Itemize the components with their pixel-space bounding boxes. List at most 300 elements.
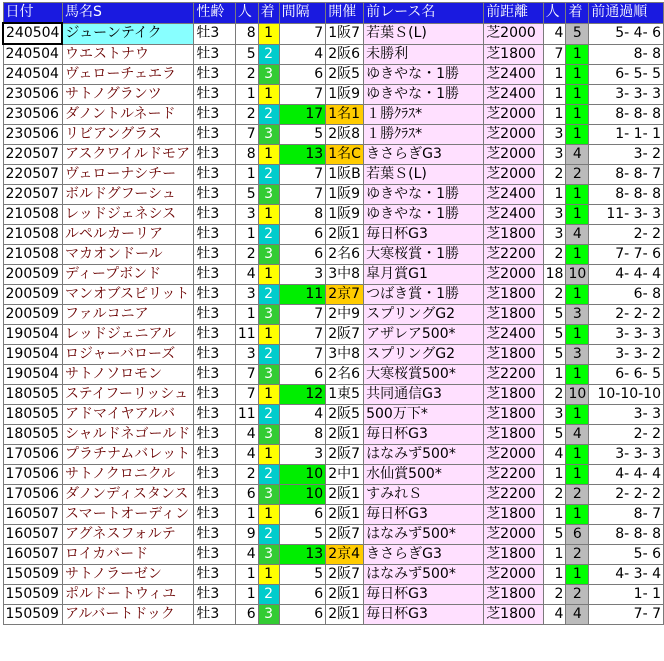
cell-nin: 6 (235, 605, 258, 625)
cell-pnin: 1 (543, 105, 566, 125)
cell-sex: 牡3 (194, 265, 235, 285)
cell-pnin: 2 (543, 165, 566, 185)
table-row (3, 305, 664, 325)
cell-sex: 牡3 (194, 405, 235, 425)
cell-race: 若葉Ｓ(L) (364, 23, 484, 44)
cell-chaku: 2 (258, 465, 279, 485)
cell-nin: 1 (235, 85, 258, 105)
cell-dist: 芝1800 (484, 545, 543, 565)
cell-pnin: 5 (543, 305, 566, 325)
cell-pass: 8- 8- 7 (589, 165, 664, 185)
cell-sex: 牡3 (194, 545, 235, 565)
cell-chaku: 3 (258, 185, 279, 205)
cell-sex: 牡3 (194, 285, 235, 305)
table-row (3, 605, 664, 625)
cell-name: ヴェローチェエラ (62, 65, 193, 85)
cell-name: レッドジェネシス (62, 205, 193, 225)
cell-venue: 2阪7 (326, 325, 364, 345)
cell-nin: 9 (235, 525, 258, 545)
cell-name: マカオンドール (62, 245, 193, 265)
cell-dist: 芝2400 (484, 85, 543, 105)
cell-chaku: 2 (258, 105, 279, 125)
cell-chaku: 2 (258, 405, 279, 425)
table-row (3, 185, 664, 205)
cell-venue: 2中9 (326, 305, 364, 325)
cell-interval: 7 (279, 345, 326, 365)
cell-name: ファルコニア (62, 305, 193, 325)
cell-interval: 6 (279, 245, 326, 265)
table-row (3, 285, 664, 305)
cell-nin: 3 (235, 285, 258, 305)
cell-pnin: 5 (543, 325, 566, 345)
cell-dist: 芝2200 (484, 465, 543, 485)
cell-interval: 5 (279, 525, 326, 545)
cell-venue: 2阪5 (326, 405, 364, 425)
cell-venue: 2阪1 (326, 505, 364, 525)
cell-date: 160507 (3, 545, 62, 565)
cell-chaku: 3 (258, 425, 279, 445)
cell-date: 190504 (3, 365, 62, 385)
cell-nin: 1 (235, 225, 258, 245)
cell-date: 220507 (3, 185, 62, 205)
cell-venue: 2阪7 (326, 525, 364, 545)
table-row (3, 465, 664, 485)
table-row (3, 325, 664, 345)
cell-date: 150509 (3, 565, 62, 585)
cell-sex: 牡3 (194, 165, 235, 185)
cell-interval: 10 (279, 485, 326, 505)
cell-name: ダノンディスタンス (62, 485, 193, 505)
cell-date: 150509 (3, 585, 62, 605)
cell-interval: 3 (279, 445, 326, 465)
cell-chaku: 2 (258, 285, 279, 305)
cell-nin: 7 (235, 385, 258, 405)
cell-sex: 牡3 (194, 205, 235, 225)
cell-name: ロジャーバローズ (62, 345, 193, 365)
cell-name: レッドジェニアル (62, 325, 193, 345)
cell-pass: 4- 4- 4 (589, 465, 664, 485)
cell-sex: 牡3 (194, 125, 235, 145)
table-row (3, 445, 664, 465)
cell-race: ゆきやな・1勝 (364, 205, 484, 225)
cell-venue: 2阪1 (326, 485, 364, 505)
cell-nin: 8 (235, 23, 258, 44)
table-row (3, 545, 664, 565)
cell-chaku: 3 (258, 605, 279, 625)
cell-interval: 6 (279, 605, 326, 625)
cell-race: 毎日杯G3 (364, 425, 484, 445)
header-date: 日付 (3, 3, 62, 24)
cell-pchaku: 5 (566, 23, 589, 44)
cell-pnin: 3 (543, 405, 566, 425)
cell-chaku: 1 (258, 23, 279, 44)
cell-pnin: 5 (543, 525, 566, 545)
cell-date: 240504 (3, 23, 62, 44)
cell-nin: 1 (235, 505, 258, 525)
cell-venue: 2京7 (326, 285, 364, 305)
cell-race: スプリングG2 (364, 345, 484, 365)
cell-race: ゆきやな・1勝 (364, 185, 484, 205)
cell-sex: 牡3 (194, 44, 235, 65)
cell-sex: 牡3 (194, 325, 235, 345)
table-row (3, 245, 664, 265)
cell-name: ルペルカーリア (62, 225, 193, 245)
cell-date: 200509 (3, 265, 62, 285)
cell-name: ボルドグフーシュ (62, 185, 193, 205)
cell-sex: 牡3 (194, 565, 235, 585)
cell-venue: 1阪9 (326, 85, 364, 105)
table-row (3, 565, 664, 585)
cell-interval: 6 (279, 65, 326, 85)
cell-pchaku: 4 (566, 605, 589, 625)
table-row (3, 205, 664, 225)
cell-pass: 7- 7 (589, 605, 664, 625)
cell-nin: 2 (235, 465, 258, 485)
cell-chaku: 2 (258, 525, 279, 545)
cell-pnin: 1 (543, 465, 566, 485)
header-prev-finish: 着 (566, 3, 589, 24)
cell-dist: 芝1800 (484, 285, 543, 305)
cell-interval: 4 (279, 44, 326, 65)
cell-interval: 17 (279, 105, 326, 125)
table-row (3, 125, 664, 145)
cell-pchaku: 1 (566, 365, 589, 385)
cell-pass: 2- 2- 2 (589, 305, 664, 325)
cell-name: ロイカバード (62, 545, 193, 565)
cell-pass: 3- 3- 3 (589, 325, 664, 345)
cell-venue: 1名C (326, 145, 364, 165)
cell-interval: 8 (279, 205, 326, 225)
cell-date: 230506 (3, 125, 62, 145)
cell-pchaku: 1 (566, 505, 589, 525)
table-row (3, 425, 664, 445)
cell-pchaku: 1 (566, 245, 589, 265)
table-row (3, 525, 664, 545)
cell-name: スマートオーディン (62, 505, 193, 525)
cell-interval: 7 (279, 85, 326, 105)
header-sex-age: 性齢 (194, 3, 235, 24)
cell-dist: 芝2000 (484, 525, 543, 545)
cell-pass: 1- 1- 1 (589, 125, 664, 145)
cell-race: はなみず500* (364, 445, 484, 465)
cell-dist: 芝1800 (484, 305, 543, 325)
cell-pchaku: 10 (566, 385, 589, 405)
cell-pnin: 1 (543, 65, 566, 85)
cell-pass: 8- 8- 8 (589, 105, 664, 125)
cell-date: 190504 (3, 345, 62, 365)
cell-chaku: 3 (258, 125, 279, 145)
header-prev-distance: 前距離 (484, 3, 543, 24)
header-interval: 間隔 (279, 3, 326, 24)
cell-venue: 2阪1 (326, 225, 364, 245)
cell-date: 220507 (3, 165, 62, 185)
cell-venue: 2阪1 (326, 605, 364, 625)
cell-nin: 1 (235, 585, 258, 605)
cell-name: ウエストナウ (62, 44, 193, 65)
cell-interval: 8 (279, 425, 326, 445)
cell-pass: 6- 8 (589, 285, 664, 305)
cell-name: ステイフーリッシュ (62, 385, 193, 405)
cell-dist: 芝2000 (484, 265, 543, 285)
cell-name: ダノントルネード (62, 105, 193, 125)
table-row (3, 165, 664, 185)
cell-venue: 2阪1 (326, 585, 364, 605)
cell-name: プラチナムバレット (62, 445, 193, 465)
cell-dist: 芝2000 (484, 105, 543, 125)
cell-chaku: 2 (258, 44, 279, 65)
cell-pchaku: 1 (566, 285, 589, 305)
cell-interval: 10 (279, 465, 326, 485)
cell-name: アルバートドック (62, 605, 193, 625)
table-row (3, 365, 664, 385)
cell-venue: 1名1 (326, 105, 364, 125)
cell-dist: 芝2200 (484, 485, 543, 505)
cell-nin: 5 (235, 185, 258, 205)
cell-pchaku: 1 (566, 465, 589, 485)
cell-date: 200509 (3, 305, 62, 325)
table-row (3, 405, 664, 425)
table-row (3, 23, 664, 44)
cell-sex: 牡3 (194, 445, 235, 465)
cell-date: 170506 (3, 485, 62, 505)
header-finish: 着 (258, 3, 279, 24)
cell-race: すみれＳ (364, 485, 484, 505)
cell-pass: 4- 4- 4 (589, 265, 664, 285)
cell-race: 若葉Ｓ(L) (364, 165, 484, 185)
cell-chaku: 1 (258, 205, 279, 225)
cell-date: 180505 (3, 385, 62, 405)
cell-venue: 1東5 (326, 385, 364, 405)
cell-nin: 8 (235, 145, 258, 165)
cell-pnin: 1 (543, 365, 566, 385)
cell-race: つばき賞・1勝 (364, 285, 484, 305)
table-row (3, 145, 664, 165)
cell-dist: 芝2400 (484, 65, 543, 85)
cell-pchaku: 2 (566, 585, 589, 605)
header-horse-name: 馬名S (62, 3, 193, 24)
cell-race: ゆきやな・1勝 (364, 65, 484, 85)
cell-pass: 7- 7- 6 (589, 245, 664, 265)
cell-sex: 牡3 (194, 365, 235, 385)
cell-dist: 芝1800 (484, 345, 543, 365)
cell-name: アドマイヤアルバ (62, 405, 193, 425)
cell-interval: 5 (279, 565, 326, 585)
cell-dist: 芝2000 (484, 145, 543, 165)
cell-date: 210508 (3, 225, 62, 245)
cell-date: 230506 (3, 85, 62, 105)
cell-pnin: 5 (543, 425, 566, 445)
cell-venue: 1阪9 (326, 185, 364, 205)
cell-dist: 芝2200 (484, 245, 543, 265)
cell-pnin: 3 (543, 205, 566, 225)
cell-venue: 2阪1 (326, 425, 364, 445)
cell-interval: 4 (279, 405, 326, 425)
cell-date: 230506 (3, 105, 62, 125)
cell-chaku: 1 (258, 85, 279, 105)
cell-nin: 4 (235, 265, 258, 285)
cell-race: きさらぎG3 (364, 545, 484, 565)
cell-sex: 牡3 (194, 85, 235, 105)
cell-date: 180505 (3, 405, 62, 425)
cell-venue: 2京4 (326, 545, 364, 565)
cell-race: ゆきやな・1勝 (364, 85, 484, 105)
cell-pnin: 1 (543, 545, 566, 565)
cell-pnin: 2 (543, 585, 566, 605)
header-popularity: 人 (235, 3, 258, 24)
cell-pnin: 3 (543, 145, 566, 165)
results-table (2, 2, 664, 625)
cell-sex: 牡3 (194, 145, 235, 165)
cell-pass: 3- 3- 3 (589, 85, 664, 105)
table-row (3, 345, 664, 365)
cell-pass: 2- 2- 2 (589, 485, 664, 505)
cell-date: 180505 (3, 425, 62, 445)
cell-date: 240504 (3, 44, 62, 65)
cell-dist: 芝2400 (484, 325, 543, 345)
cell-pchaku: 1 (566, 65, 589, 85)
cell-chaku: 2 (258, 225, 279, 245)
cell-pnin: 5 (543, 345, 566, 365)
table-row (3, 85, 664, 105)
cell-race: スプリングG2 (364, 305, 484, 325)
cell-pnin: 4 (543, 445, 566, 465)
cell-nin: 1 (235, 165, 258, 185)
cell-name: リビアングラス (62, 125, 193, 145)
cell-dist: 芝2400 (484, 205, 543, 225)
cell-chaku: 1 (258, 445, 279, 465)
cell-nin: 4 (235, 545, 258, 565)
cell-venue: 2中1 (326, 465, 364, 485)
table-row (3, 105, 664, 125)
cell-pnin: 2 (543, 245, 566, 265)
cell-dist: 芝2000 (484, 125, 543, 145)
cell-pass: 2- 2 (589, 225, 664, 245)
cell-dist: 芝2000 (484, 565, 543, 585)
cell-venue: 2阪7 (326, 565, 364, 585)
cell-chaku: 3 (258, 365, 279, 385)
cell-sex: 牡3 (194, 465, 235, 485)
cell-sex: 牡3 (194, 305, 235, 325)
cell-date: 220507 (3, 145, 62, 165)
cell-nin: 2 (235, 245, 258, 265)
cell-name: ディープボンド (62, 265, 193, 285)
cell-interval: 6 (279, 585, 326, 605)
cell-venue: 3中8 (326, 265, 364, 285)
cell-name: ヴェローナシチー (62, 165, 193, 185)
cell-race: 大寒桜賞・1勝 (364, 245, 484, 265)
cell-race: １勝ｸﾗｽ* (364, 125, 484, 145)
cell-nin: 1 (235, 305, 258, 325)
cell-dist: 芝1800 (484, 385, 543, 405)
table-row (3, 505, 664, 525)
cell-dist: 芝1800 (484, 605, 543, 625)
cell-pnin: 2 (543, 385, 566, 405)
cell-pchaku: 1 (566, 44, 589, 65)
cell-pchaku: 1 (566, 445, 589, 465)
cell-race: 毎日杯G3 (364, 585, 484, 605)
cell-pchaku: 1 (566, 185, 589, 205)
cell-pass: 11- 3- 3 (589, 205, 664, 225)
cell-pass: 5- 4- 6 (589, 23, 664, 44)
header-row (3, 3, 664, 24)
cell-pnin: 4 (543, 23, 566, 44)
table-row (3, 585, 664, 605)
cell-chaku: 3 (258, 65, 279, 85)
cell-race: アザレア500* (364, 325, 484, 345)
cell-nin: 2 (235, 65, 258, 85)
cell-pass: 8- 8- 8 (589, 525, 664, 545)
table-row (3, 44, 664, 65)
cell-pchaku: 1 (566, 325, 589, 345)
cell-name: アスクワイルドモア (62, 145, 193, 165)
cell-pchaku: 4 (566, 145, 589, 165)
cell-chaku: 3 (258, 305, 279, 325)
cell-race: 500万下* (364, 405, 484, 425)
cell-pnin: 1 (543, 85, 566, 105)
cell-pchaku: 4 (566, 425, 589, 445)
cell-venue: 2名6 (326, 245, 364, 265)
cell-venue: 2阪7 (326, 445, 364, 465)
cell-nin: 3 (235, 345, 258, 365)
cell-pchaku: 6 (566, 525, 589, 545)
cell-date: 170506 (3, 465, 62, 485)
cell-race: 共同通信G3 (364, 385, 484, 405)
cell-race: 皐月賞G1 (364, 265, 484, 285)
cell-pass: 8- 8- 8 (589, 185, 664, 205)
cell-nin: 2 (235, 105, 258, 125)
cell-dist: 芝1800 (484, 225, 543, 245)
cell-pchaku: 1 (566, 405, 589, 425)
header-prev-passing: 前通過順 (589, 3, 664, 24)
cell-dist: 芝1800 (484, 585, 543, 605)
cell-interval: 13 (279, 145, 326, 165)
header-prev-race: 前レース名 (364, 3, 484, 24)
cell-name: マンオブスピリット (62, 285, 193, 305)
cell-interval: 7 (279, 305, 326, 325)
cell-nin: 6 (235, 485, 258, 505)
cell-pnin: 1 (543, 185, 566, 205)
cell-nin: 11 (235, 405, 258, 425)
cell-chaku: 2 (258, 165, 279, 185)
cell-sex: 牡3 (194, 585, 235, 605)
cell-interval: 6 (279, 365, 326, 385)
cell-venue: 2阪5 (326, 65, 364, 85)
cell-venue: 1阪7 (326, 23, 364, 44)
cell-chaku: 3 (258, 245, 279, 265)
cell-date: 170506 (3, 445, 62, 465)
cell-race: 毎日杯G3 (364, 225, 484, 245)
cell-race: きさらぎG3 (364, 145, 484, 165)
cell-nin: 1 (235, 565, 258, 585)
cell-chaku: 1 (258, 145, 279, 165)
cell-interval: 6 (279, 505, 326, 525)
cell-pchaku: 2 (566, 545, 589, 565)
cell-pchaku: 1 (566, 565, 589, 585)
cell-pchaku: 3 (566, 305, 589, 325)
cell-race: はなみず500* (364, 565, 484, 585)
cell-venue: 3中8 (326, 345, 364, 365)
cell-nin: 3 (235, 205, 258, 225)
cell-pchaku: 4 (566, 225, 589, 245)
cell-pass: 10-10-10 (589, 385, 664, 405)
cell-dist: 芝2000 (484, 445, 543, 465)
cell-pnin: 7 (543, 44, 566, 65)
cell-race: 水仙賞500* (364, 465, 484, 485)
cell-name: サトノグランツ (62, 85, 193, 105)
cell-sex: 牡3 (194, 485, 235, 505)
cell-pchaku: 10 (566, 265, 589, 285)
cell-name: アグネスフォルテ (62, 525, 193, 545)
